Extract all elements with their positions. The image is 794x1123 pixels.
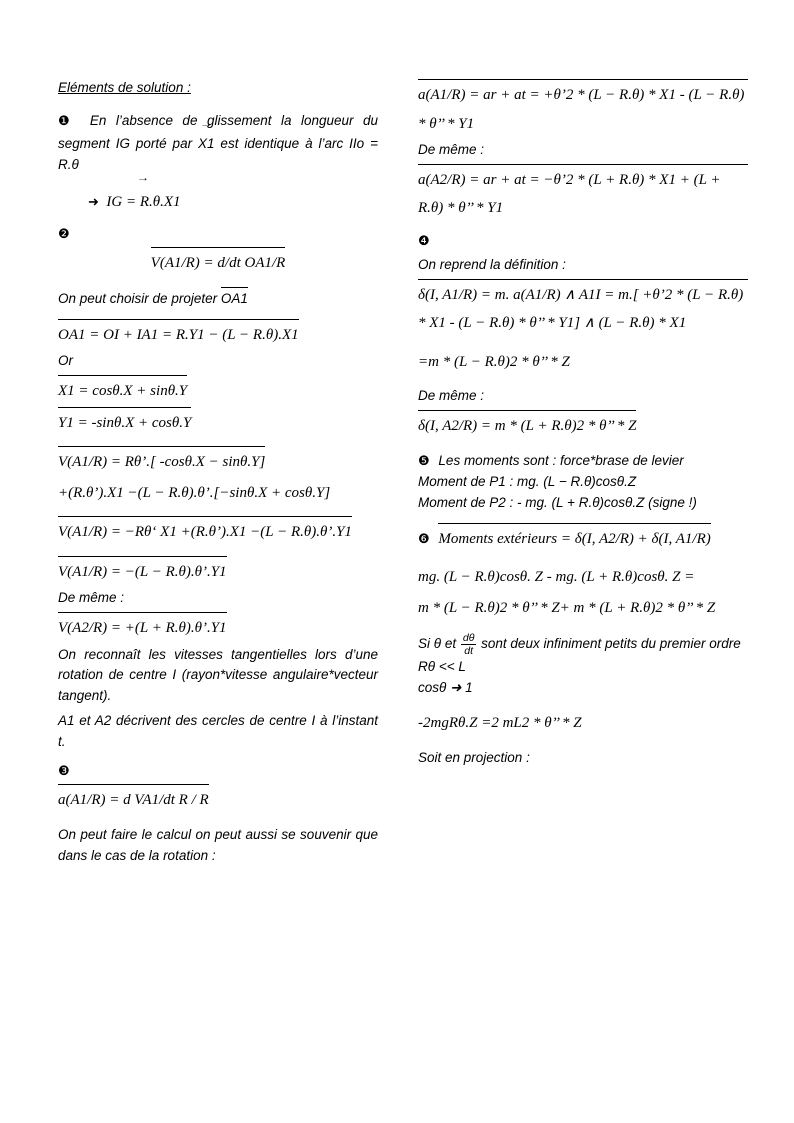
v-a1-expression: V(A1/R) = d/dt OA1/R: [151, 248, 286, 278]
arrow-marker: ➜: [88, 193, 99, 209]
paragraph-projeter: [58, 288, 378, 310]
equation-final-line2: [418, 594, 748, 623]
paragraph-moments: [418, 451, 748, 472]
label-or: Or: [58, 353, 73, 369]
a-a1-full-line: a(A1/R) = ar + at = +θ’2 * (L − R.θ) * X1 - (L − R.θ) * θ’’ * Y1: [418, 80, 748, 138]
label-de-meme-1: De même :: [58, 590, 125, 606]
bullet-5: ❺: [418, 452, 430, 468]
label-de-meme-right-1: De même :: [418, 142, 485, 157]
si-theta-b: sont deux infiniment petits du premier ordre: [477, 636, 741, 652]
bullet-4: ❹: [418, 232, 430, 248]
equation-oa1: [58, 320, 378, 350]
oa1-vector: OA1: [221, 288, 248, 310]
paragraph-si-theta: [418, 632, 748, 657]
equation-v-a1-line1: [58, 447, 378, 477]
v-a2-line: V(A2/R) = +(L + R.θ).θ’.Y1: [58, 613, 227, 643]
moment-p1: Moment de P1 : mg. (L − R.θ)cosθ.Z: [418, 473, 637, 489]
paragraph-calcul: On peut faire le calcul on peut aussi se souvenir que dans le cas de la rotation :: [58, 826, 378, 863]
equation-ig: [88, 186, 378, 217]
delta-a1-line: δ(I, A1/R) = m. a(A1/R) ∧ A1I = m.[ +θ’2 * (L − R.θ) * X1 - (L − R.θ) * θ’’ * Y1] ∧ (L − R.θ) * X1: [418, 280, 748, 338]
equation-a-a2-full: [418, 165, 748, 223]
bullet-2: ❷: [58, 226, 70, 242]
condition-costheta: cosθ ➜ 1: [418, 680, 473, 696]
moment-p2: Moment de P2 : - mg. (L + R.θ)cosθ.Z (signe !): [418, 494, 697, 510]
item1-value: R.θ: [58, 156, 79, 172]
paragraph-soit: Soit en projection :: [418, 749, 530, 765]
condition-rtheta: Rθ << L: [418, 659, 466, 675]
label-de-meme-right-2: De même :: [418, 388, 485, 404]
equation-y1-projection: [58, 408, 378, 438]
equation-a-a1: [58, 785, 378, 815]
ig-equation: IG = R.θ.X1 →: [106, 186, 180, 217]
v-a1-line1: V(A1/R) = Rθ’.[ -cosθ.X − sinθ.Y]: [58, 447, 265, 477]
equation-delta-a1: [418, 280, 748, 338]
paragraph-reconnait: On reconnaît les vitesses tangentielles lors d’une rotation de centre I (rayon*vitesse angulaire*vecteur tangent).: [58, 646, 378, 704]
paragraph-reprend: On reprend la définition :: [418, 256, 566, 272]
v-a1-line4: V(A1/R) = −(L − R.θ).θ’.Y1: [58, 557, 227, 587]
paragraph-item1: [58, 111, 378, 176]
equation-x1-projection: [58, 376, 378, 406]
fraction-numerator: dθ: [462, 632, 475, 645]
a-a2-full-line: a(A2/R) = ar + at = −θ’2 * (L + R.θ) * X1 + (L + R.θ) * θ’’ * Y1: [418, 165, 748, 223]
result-line: -2mgRθ.Z =2 mL2 * θ’’ * Z: [418, 715, 582, 732]
si-theta-a: Si θ et: [418, 636, 460, 652]
moments-exterieurs-line: Moments extérieurs = δ(I, A2/R) + δ(I, A1/R): [438, 524, 710, 554]
bullet-1: ❶: [58, 113, 76, 128]
equation-final-line1: [418, 563, 748, 592]
equation-moments-exterieurs: [418, 524, 748, 554]
projeter-text: On peut choisir de projeter: [58, 290, 221, 306]
page-title: [58, 80, 378, 95]
moments-text: Les moments sont : force*brase de levier: [438, 452, 684, 468]
paragraph-a1a2: A1 et A2 décrivent des cercles de centre I à l’instant t.: [58, 713, 378, 750]
equation-delta-a1-result: [418, 348, 748, 377]
left-column: [58, 80, 378, 876]
delta-a1-result: =m * (L − R.θ)2 * θ’’ * Z: [418, 353, 570, 370]
x1-projection: X1 = cosθ.X + sinθ.Y: [58, 376, 187, 406]
equation-v-a1: [58, 248, 378, 278]
delta-a2-line: δ(I, A2/R) = m * (L + R.θ)2 * θ’’ * Z: [418, 411, 636, 441]
equation-v-a2: [58, 613, 378, 643]
item1-text-a: En l’absence de glissement la longueur du segment IG porté par: [58, 113, 379, 151]
final-line1: mg. (L − R.θ)cosθ. Z - mg. (L + R.θ)cosθ. Z =: [418, 569, 695, 586]
v-a1-line3: V(A1/R) = −Rθ‘ X1 +(R.θ’).X1 −(L − R.θ).θ’.Y1: [58, 517, 352, 547]
equation-v-a1-line2: [58, 479, 378, 508]
v-a1-line2: +(R.θ’).X1 −(L − R.θ).θ’.[−sinθ.X + cosθ.Y]: [58, 484, 331, 501]
equation-delta-a2: [418, 411, 748, 441]
fraction-denominator: dt: [464, 645, 474, 658]
item1-text-b: est identique à l’arc IIo =: [214, 135, 378, 151]
fraction-dtheta-dt: [461, 632, 477, 657]
title-text: Eléments de solution :: [58, 80, 191, 95]
oa1-equation: OA1 = OI + IA1 = R.Y1 − (L − R.θ).X1: [58, 320, 299, 350]
y1-projection: Y1 = -sinθ.X + cosθ.Y: [58, 408, 191, 438]
equation-v-a1-line4: [58, 557, 378, 587]
equation-v-a1-line3: [58, 517, 378, 547]
bullet-6: ❻: [418, 530, 430, 546]
equation-result: [418, 709, 748, 738]
equation-a-a1-full: [418, 80, 748, 138]
final-line2: m * (L − R.θ)2 * θ’’ * Z+ m * (L + R.θ)2 * θ’’ * Z: [418, 599, 716, 616]
vector-x1: X1 →: [198, 132, 215, 155]
a-a1-expression: a(A1/R) = d VA1/dt R / R: [58, 785, 209, 815]
bullet-3: ❸: [58, 763, 70, 779]
right-column: [418, 80, 748, 779]
